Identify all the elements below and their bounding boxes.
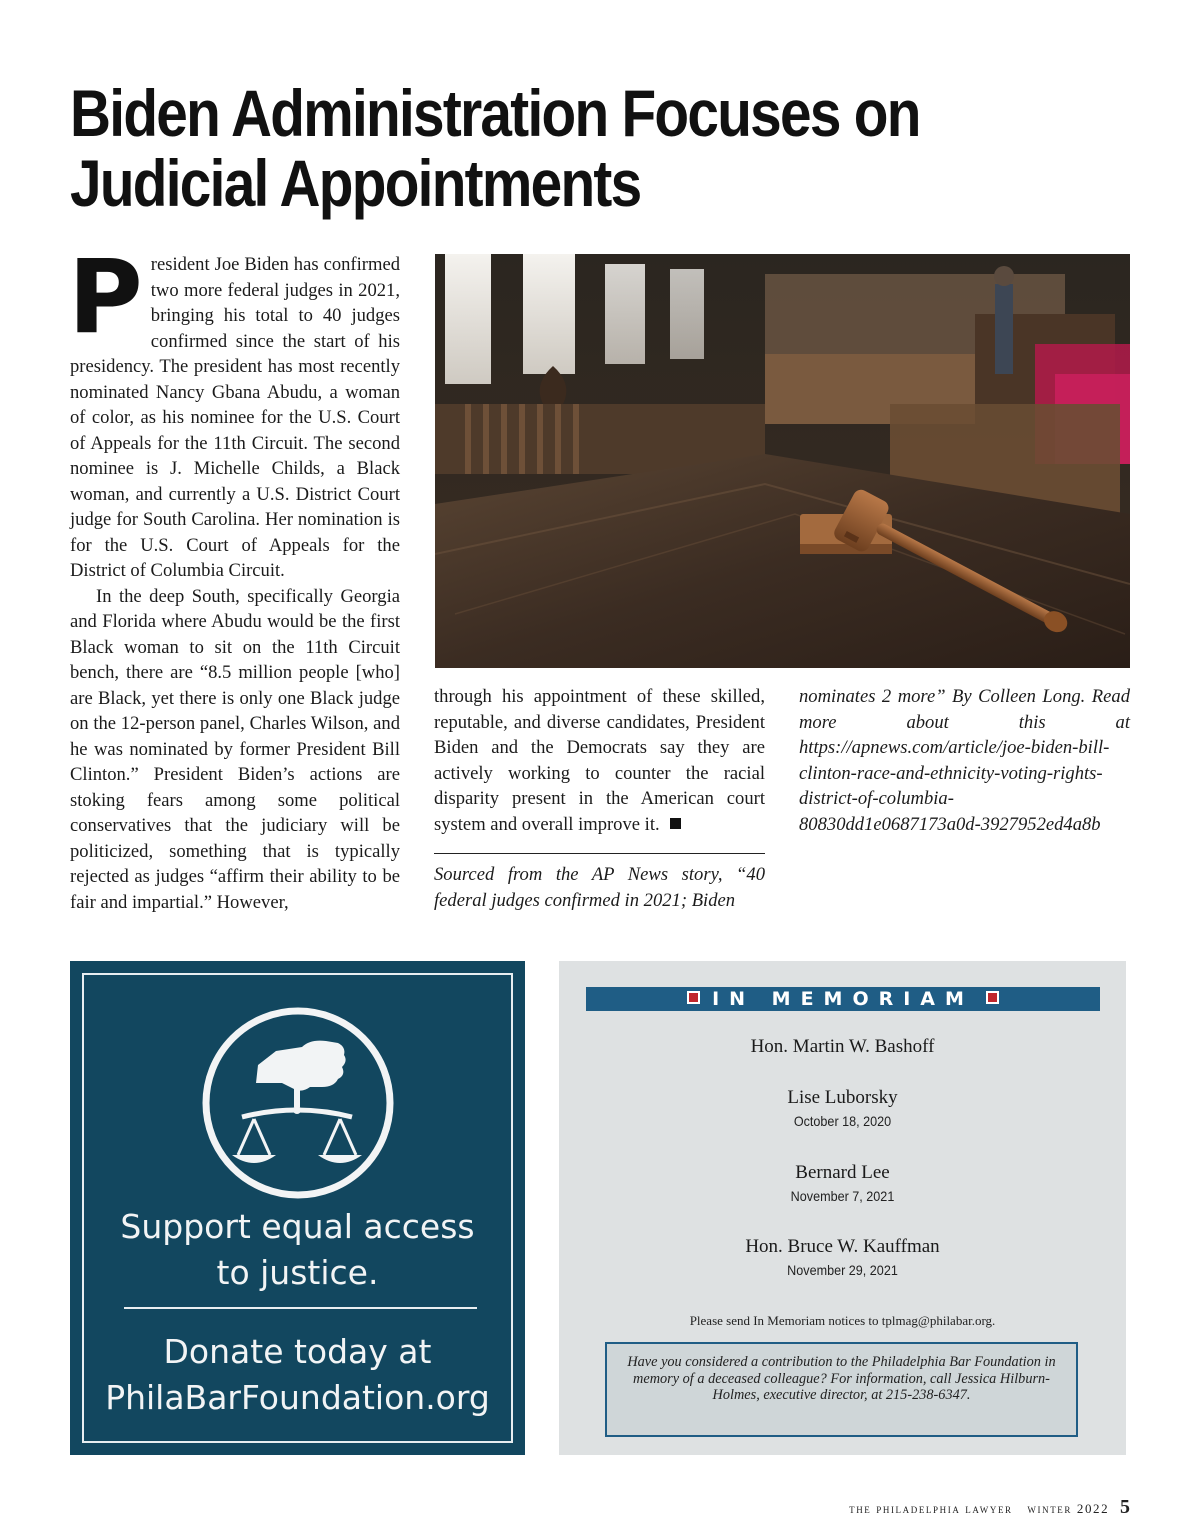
ad-tagline-line-1: Support equal access: [120, 1207, 475, 1246]
ad-call-to-action[interactable]: [70, 1329, 525, 1421]
ad-website-link[interactable]: PhilaBarFoundation.org: [105, 1378, 490, 1417]
page-number: 5: [1120, 1496, 1130, 1518]
in-memoriam-heading: IN MEMORIAM: [712, 988, 974, 1010]
ad-tagline-line-2: to justice.: [216, 1253, 379, 1292]
paragraph-text: resident Joe Biden has confirmed two more federal judges in 2021, bringing his total to 40 judges confirmed since the start of his presidency. The president has most recently nominated Nancy Gbana Abudu, a woman of color, as his nominee for the U.S. Court of Appeals for the 11th Circuit. The second nominee is J. Michelle Childs, a Black woman, and currently a U.S. District Court judge for South Carolina. Her nomination is for the U.S. Court of Appeals for the District of Columbia Circuit.: [70, 254, 400, 581]
memoriam-date: November 7, 2021: [790, 1188, 895, 1204]
source-divider: [434, 853, 765, 854]
square-bullet-icon: [687, 991, 700, 1004]
in-memoriam-heading-bar: [586, 987, 1100, 1011]
memoriam-date: November 29, 2021: [787, 1262, 898, 1278]
article-paragraph: In the deep South, specifically Georgia and Florida where Abudu would be the first Black woman to sit on the 11th Circuit bench, there are “8.5 million people [who] are Black, yet there is only one Black judge on the 12-person panel, Charles Wilson, and he was nominated by former President Bill Clinton.” President Biden’s actions are stoking fears among some political conservatives that the judiciary will be politicized, something that is typically rejected as judges “affirm their ability to be fair and impartial.” However,: [70, 585, 400, 913]
bar-foundation-ad[interactable]: [70, 961, 525, 1455]
square-bullet-icon: [986, 991, 999, 1004]
source-citation-continued: nominates 2 more” By Colleen Long. Read more about this at https://apnews.com/article/joe-biden-bill-clinton-race-and-ethnicity-voting-rights-district-of-columbia-80830dd1e0687173a0d-3927952ed4a8b: [799, 686, 1130, 835]
memoriam-entry: [559, 1036, 1126, 1058]
courtroom-gavel-photo: [435, 254, 1130, 668]
issue-label: winter 2022: [1027, 1501, 1110, 1516]
source-citation-start: Sourced from the AP News story, “40 federal judges confirmed in 2021; Biden: [434, 864, 765, 911]
contribution-callout-box: Have you considered a contribution to the Philadelphia Bar Foundation in memory of a deceased colleague? For information, call Jessica Hilburn-Holmes, executive director, at 215-238-6347.: [605, 1342, 1078, 1437]
headline-line-1: Biden Administration Focuses on: [70, 76, 920, 150]
article-column-2: [434, 684, 765, 837]
memoriam-date: October 18, 2020: [793, 1113, 892, 1129]
memoriam-name: Bernard Lee: [795, 1162, 890, 1183]
memoriam-name: Lise Luborsky: [787, 1087, 898, 1108]
in-memoriam-panel: [559, 961, 1126, 1455]
fist-holding-scales-icon: [198, 1003, 398, 1203]
memoriam-entry: [559, 1087, 1126, 1129]
article-column-3: [799, 684, 1130, 837]
headline-line-2: Judicial Appointments: [70, 146, 641, 220]
memoriam-entry: [559, 1162, 1126, 1204]
ad-tagline: [70, 1204, 525, 1296]
ad-divider: [124, 1307, 477, 1309]
end-of-article-mark: [670, 818, 681, 829]
memoriam-name: Hon. Martin W. Bashoff: [750, 1036, 935, 1057]
memoriam-entry: [559, 1236, 1126, 1278]
article-paragraph: [68, 238, 400, 584]
memoriam-name: Hon. Bruce W. Kauffman: [745, 1236, 940, 1257]
memoriam-submission-note: Please send In Memoriam notices to tplmag@philabar.org.: [689, 1313, 996, 1328]
article-paragraph: [434, 684, 765, 837]
page-footer: [849, 1496, 1130, 1519]
drop-cap: P: [68, 238, 143, 357]
article-column-1: [68, 238, 400, 915]
publication-name: the philadelphia lawyer: [849, 1501, 1013, 1516]
article-headline: [70, 78, 982, 218]
paragraph-text: through his appointment of these skilled, reputable, and diverse candidates, President Biden and the Democrats say they are actively working to counter the racial disparity present in the American court system and overall improve it.: [434, 686, 765, 835]
ad-cta-line-1: Donate today at: [163, 1332, 432, 1371]
